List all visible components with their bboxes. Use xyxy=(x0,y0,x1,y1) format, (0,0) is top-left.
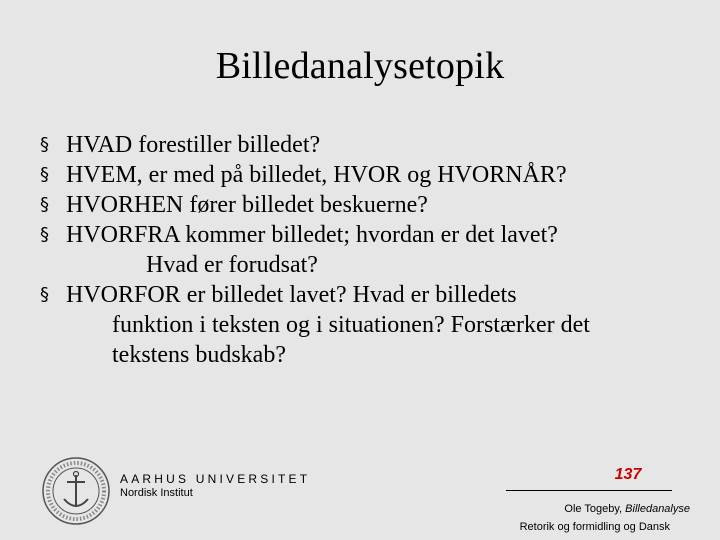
institute-name: Nordisk Institut xyxy=(120,487,193,499)
bullet-marker: § xyxy=(40,164,49,185)
university-name: AARHUS UNIVERSITET xyxy=(120,472,311,486)
bullet-text-continuation: funktion i teksten og i situationen? Forstærker det xyxy=(112,312,590,338)
bullet-text-continuation: tekstens budskab? xyxy=(112,342,286,368)
page-number: 137 xyxy=(614,466,642,483)
footer-divider xyxy=(506,490,672,491)
bullet-text: HVORFRA kommer billedet; hvordan er det lavet? xyxy=(66,222,558,248)
bullet-item xyxy=(40,190,700,220)
bullet-list xyxy=(40,130,700,370)
bullet-text: HVEM, er med på billedet, HVOR og HVORNÅR? xyxy=(66,162,567,188)
bullet-text: HVORFOR er billedet lavet? Hvad er billedets xyxy=(66,282,517,308)
author-name: Ole Togeby, xyxy=(564,503,626,515)
bullet-marker: § xyxy=(40,134,49,155)
bullet-item xyxy=(40,280,700,370)
author-line xyxy=(564,503,690,515)
bullet-item xyxy=(40,130,700,160)
bullet-text: HVAD forestiller billedet? xyxy=(66,132,321,158)
author-work: Billedanalyse xyxy=(625,503,690,515)
bullet-marker: § xyxy=(40,224,49,245)
bullet-text-continuation: Hvad er forudsat? xyxy=(146,252,318,278)
slide-title: Billedanalysetopik xyxy=(215,45,505,87)
bullet-item xyxy=(40,160,700,190)
bullet-marker: § xyxy=(40,194,49,215)
university-seal-icon xyxy=(40,455,112,527)
bullet-marker: § xyxy=(40,284,49,305)
bullet-item xyxy=(40,220,700,280)
course-name: Retorik og formidling og Dansk xyxy=(519,521,670,533)
bullet-text: HVORHEN fører billedet beskuerne? xyxy=(66,192,428,218)
